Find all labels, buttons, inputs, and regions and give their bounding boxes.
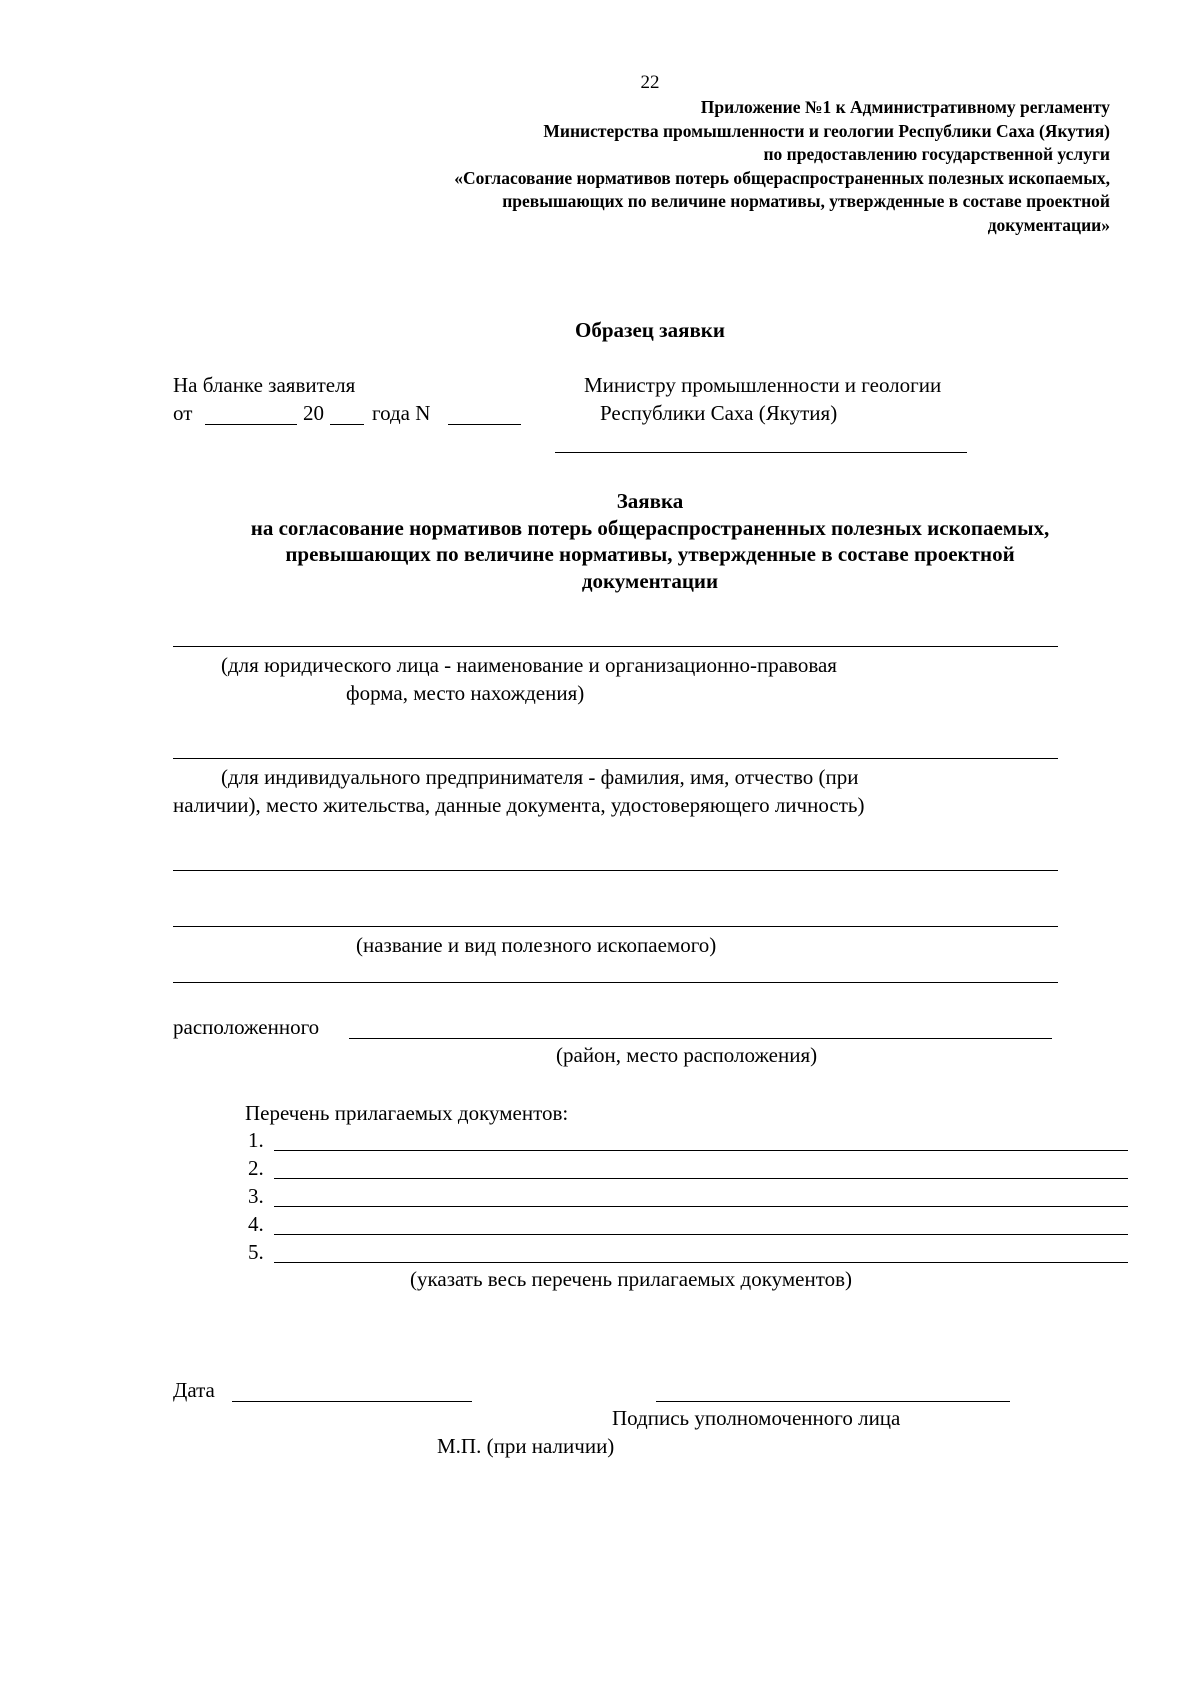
recipient-name-line[interactable]: [555, 452, 967, 453]
date-field-line[interactable]: [205, 424, 297, 425]
appendix-line: «Согласование нормативов потерь общераспространенных полезных ископаемых,: [454, 167, 1110, 188]
document-item[interactable]: [248, 1211, 1128, 1237]
letterhead-line-1: На бланке заявителя: [173, 373, 356, 397]
signer-caption: Подпись уполномоченного лица: [612, 1406, 901, 1430]
title-line: превышающих по величине нормативы, утвержденные в составе проектной: [285, 542, 1015, 566]
document-item[interactable]: [248, 1155, 1128, 1181]
location-label: расположенного: [173, 1015, 320, 1039]
appendix-line: Приложение №1 к Административному регламенту: [700, 97, 1110, 117]
entrepreneur-caption-2: наличии), место жительства, данные документа, удостоверяющего личность): [173, 793, 865, 817]
title-line: документации: [581, 568, 719, 593]
recipient-line-1: Министру промышленности и геологии: [584, 373, 942, 397]
document-item-line[interactable]: [274, 1150, 1128, 1151]
form-heading: Образец заявки: [575, 318, 725, 342]
appendix-line: превышающих по величине нормативы, утвержденные в составе проектной: [502, 191, 1110, 211]
document-item[interactable]: [248, 1183, 1128, 1209]
page-number: 22: [640, 72, 660, 93]
blank-field-line[interactable]: [173, 870, 1058, 871]
letterhead-line-2: [173, 400, 192, 426]
document-item-line[interactable]: [274, 1178, 1128, 1179]
year-prefix: 20: [303, 401, 324, 425]
date-prefix: от: [173, 401, 193, 425]
location-field-line[interactable]: [349, 1038, 1052, 1039]
mineral-field-line[interactable]: [173, 926, 1058, 927]
document-item-line[interactable]: [274, 1234, 1128, 1235]
document-item-line[interactable]: [274, 1262, 1128, 1263]
document-item-number: 3.: [248, 1184, 264, 1208]
legal-entity-caption-1: (для юридического лица - наименование и организационно-правовая: [221, 653, 837, 677]
year-field-line[interactable]: [330, 424, 364, 425]
appendix-line: документации»: [987, 214, 1110, 235]
document-item[interactable]: [248, 1239, 1128, 1265]
mineral-caption: (название и вид полезного ископаемого): [356, 933, 717, 957]
location-caption: (район, место расположения): [556, 1043, 818, 1067]
appendix-line: Министерства промышленности и геологии Республики Саха (Якутия): [543, 120, 1110, 141]
number-field-line[interactable]: [448, 424, 521, 425]
appendix-header: [290, 96, 1110, 237]
entrepreneur-caption-1: (для индивидуального предпринимателя - фамилия, имя, отчество (при: [221, 765, 859, 789]
signature-line[interactable]: [656, 1401, 1010, 1402]
document-item-number: 2.: [248, 1156, 264, 1180]
mineral-field-line-2[interactable]: [173, 982, 1058, 983]
legal-entity-field-line[interactable]: [173, 646, 1058, 647]
document-item[interactable]: [248, 1127, 1128, 1153]
signature-date-line[interactable]: [232, 1401, 472, 1402]
document-item-number: 4.: [248, 1212, 264, 1236]
seal-note: М.П. (при наличии): [437, 1434, 615, 1458]
documents-label: Перечень прилагаемых документов:: [245, 1101, 569, 1125]
document-item-number: 1.: [248, 1128, 264, 1152]
document-item-number: 5.: [248, 1240, 264, 1264]
appendix-line: по предоставлению государственной услуги: [763, 144, 1110, 164]
number-prefix: года N: [372, 401, 431, 425]
title-line: на согласование нормативов потерь общераспространенных полезных ископаемых,: [250, 515, 1050, 540]
documents-caption: (указать весь перечень прилагаемых документов): [410, 1267, 853, 1291]
legal-entity-caption-2: форма, место нахождения): [346, 681, 585, 705]
title-line: Заявка: [616, 489, 684, 513]
recipient-line-2: Республики Саха (Якутия): [600, 401, 838, 425]
date-label: Дата: [173, 1378, 215, 1402]
entrepreneur-field-line[interactable]: [173, 758, 1058, 759]
document-item-line[interactable]: [274, 1206, 1128, 1207]
application-title: [170, 488, 1130, 594]
